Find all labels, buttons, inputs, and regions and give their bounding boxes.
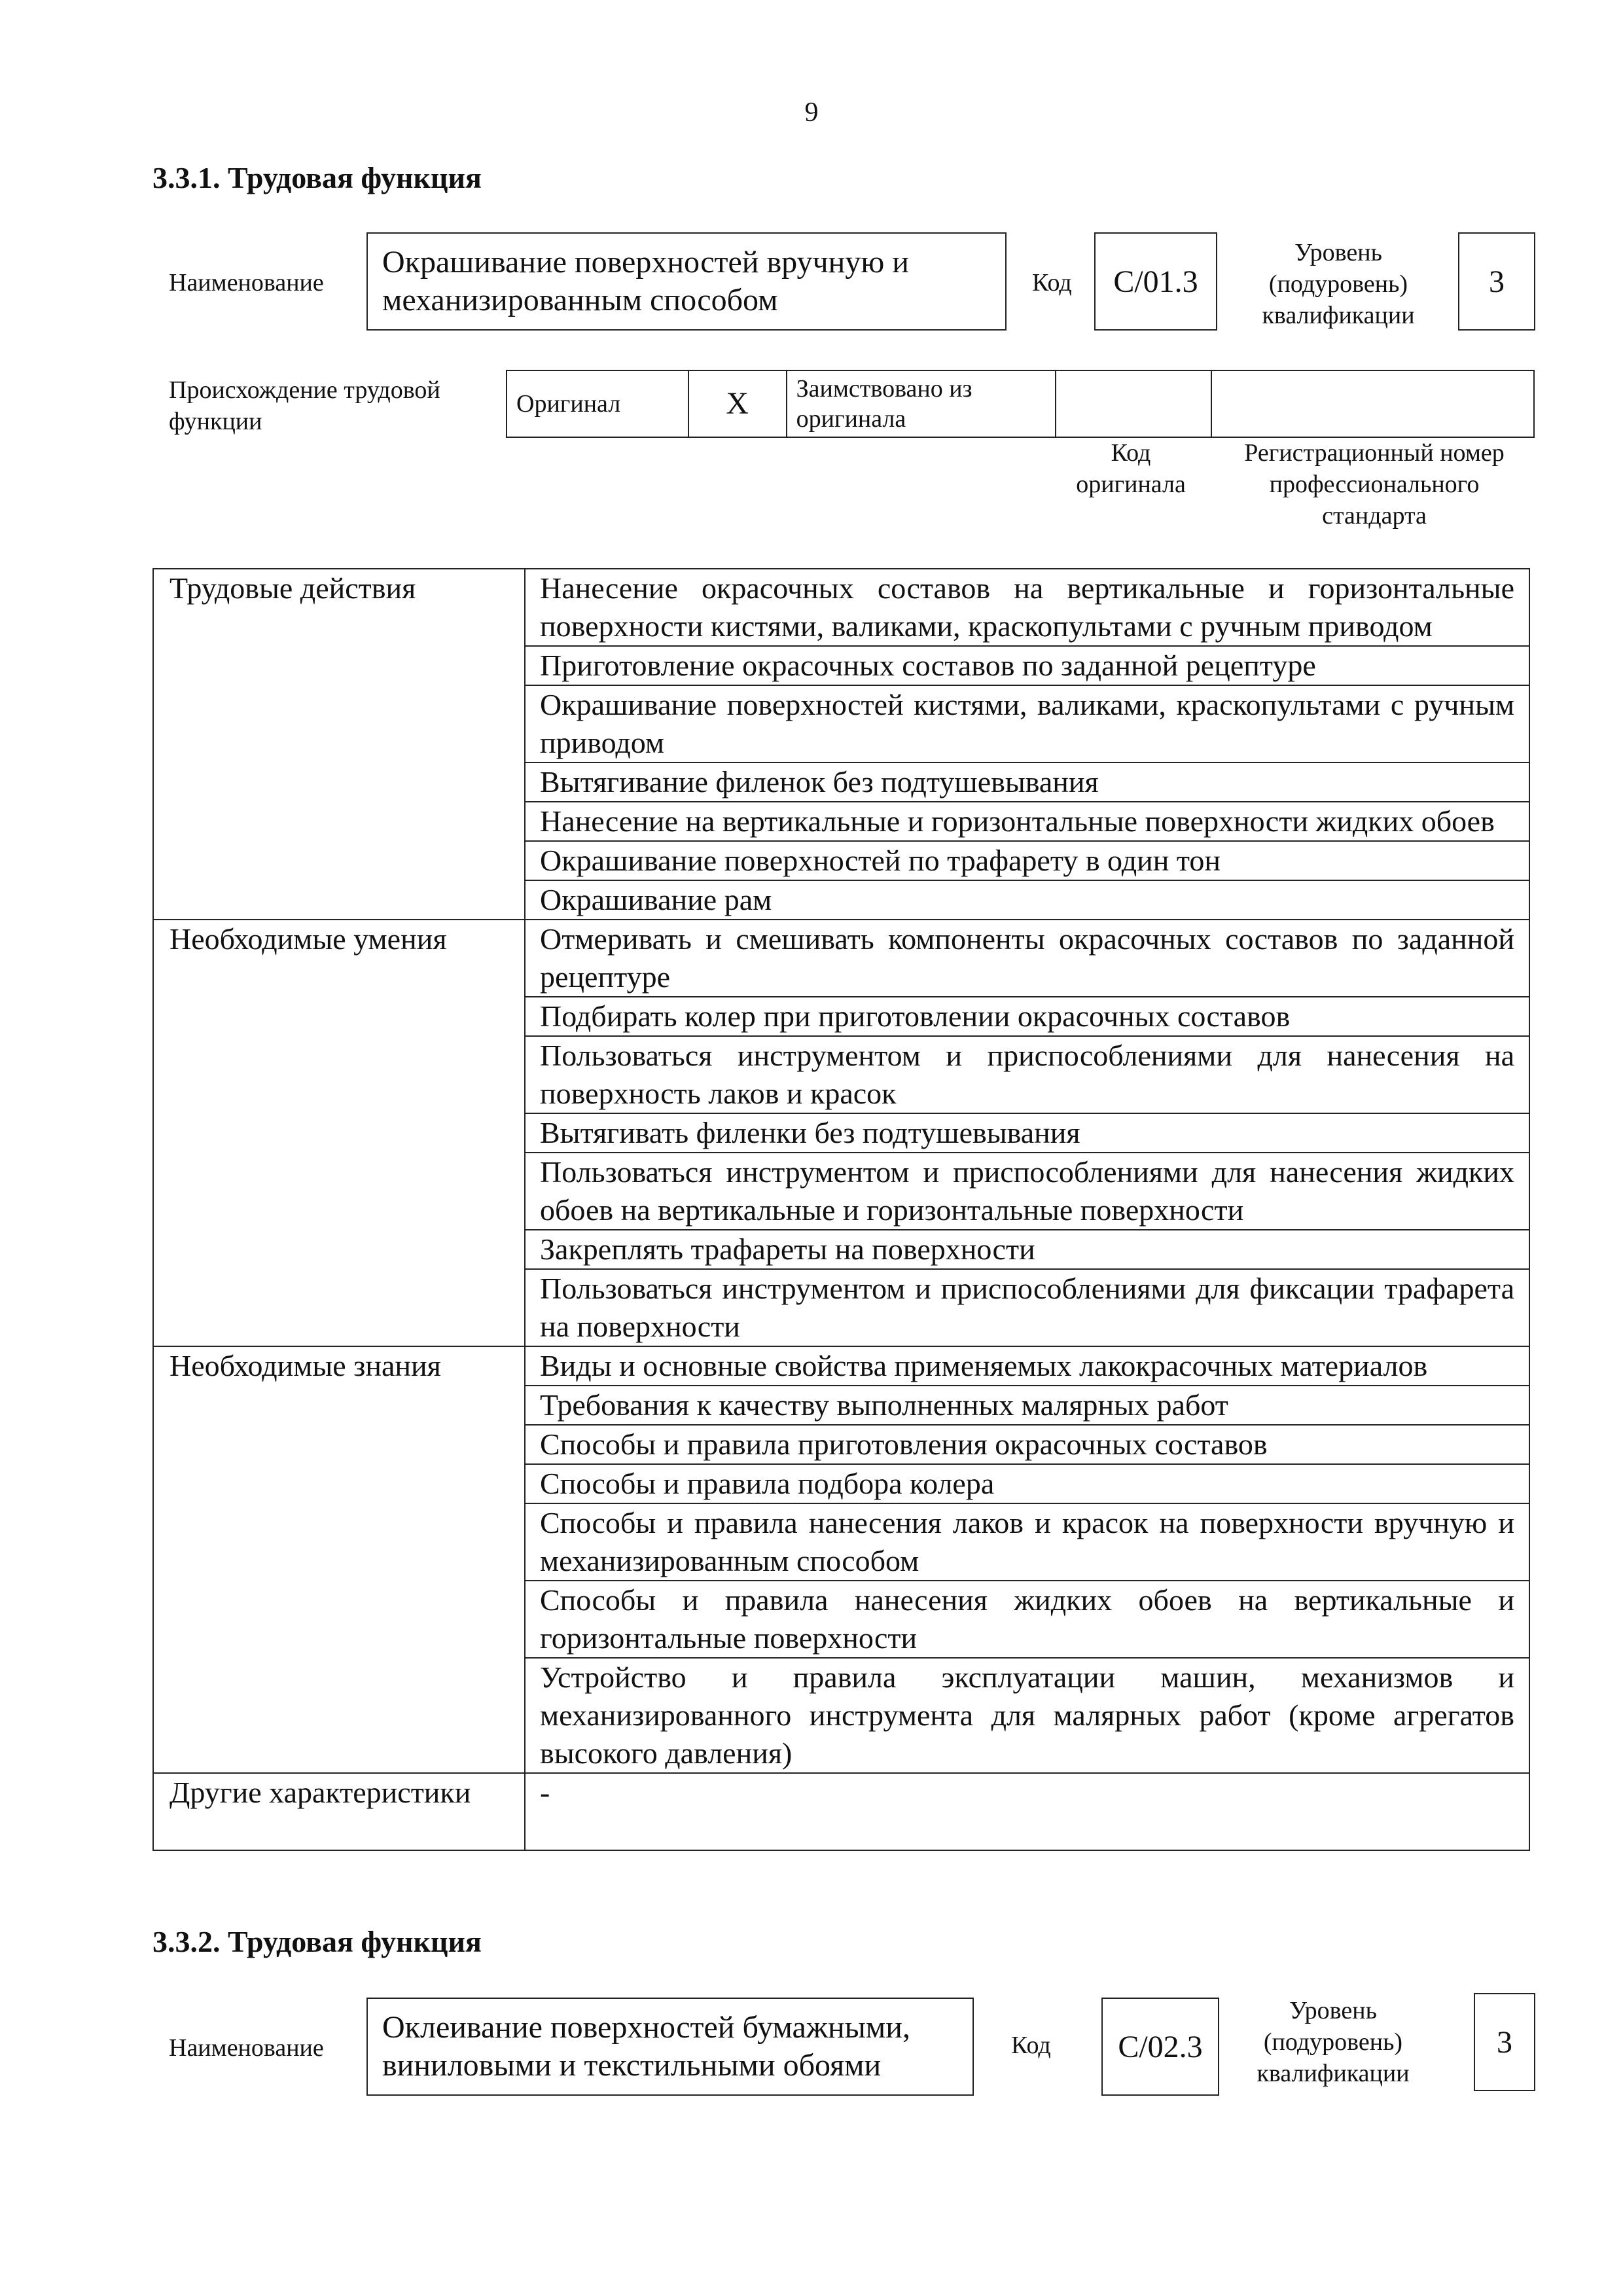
origin-table xyxy=(506,370,1535,438)
table-cell: Способы и правила нанесения жидких обоев на вертикальные и горизонтальные поверхности xyxy=(525,1581,1529,1658)
table-cell: Закреплять трафареты на поверхности xyxy=(525,1230,1529,1269)
level-value-1: 3 xyxy=(1489,264,1505,299)
table-cell: Пользоваться инструментом и приспособлениями для фиксации трафарета на поверхности xyxy=(525,1269,1529,1346)
section-title-2: 3.3.2. Трудовая функция xyxy=(152,1925,482,1958)
characteristics-table xyxy=(152,568,1530,1851)
table-cell: Пользоваться инструментом и приспособлениями для нанесения жидких обоев на вертикальные и горизонтальные поверхности xyxy=(525,1153,1529,1230)
table-row xyxy=(153,569,1529,646)
borrowed-label: Заимствовано из оригинала xyxy=(787,370,1056,437)
table-cell: Нанесение окрасочных составов на вертикальные и горизонтальные поверхности кистями, валиками, краскопультами с ручным приводом xyxy=(525,569,1529,646)
table-cell: Окрашивание поверхностей по трафарету в один тон xyxy=(525,841,1529,880)
table-cell: Вытягивать филенки без подтушевывания xyxy=(525,1113,1529,1153)
category-required-skills: Необходимые умения xyxy=(153,920,525,1346)
original-label: Оригинал xyxy=(507,370,688,437)
category-other-characteristics: Другие характеристики xyxy=(153,1773,525,1850)
level-label-2: Уровень (подуровень) квалификации xyxy=(1257,1997,1410,2087)
table-cell: Приготовление окрасочных составов по заданной рецептуре xyxy=(525,646,1529,685)
category-labor-actions: Трудовые действия xyxy=(153,569,525,920)
reg-number-cell xyxy=(1211,370,1534,437)
function-name-2: Оклеивание поверхностей бумажными, виниловыми и текстильными обоями xyxy=(382,2010,910,2083)
table-cell: Отмеривать и смешивать компоненты окрасочных составов по заданной рецептуре xyxy=(525,920,1529,997)
level-value-2: 3 xyxy=(1497,2024,1512,2060)
category-required-knowledge: Необходимые знания xyxy=(153,1346,525,1773)
table-row xyxy=(153,920,1529,997)
table-cell: Нанесение на вертикальные и горизонтальные поверхности жидких обоев xyxy=(525,802,1529,841)
page-number: 9 xyxy=(804,98,819,128)
code-original-cell xyxy=(1056,370,1211,437)
table-cell: Устройство и правила эксплуатации машин, механизмов и механизированного инструмента для малярных работ (кроме агрегатов высокого давления) xyxy=(525,1658,1529,1773)
origin-label: Происхождение трудовой функции xyxy=(169,376,440,435)
level-label-1: Уровень (подуровень) квалификации xyxy=(1262,239,1415,329)
code-label-1: Код xyxy=(1032,269,1072,296)
table-row xyxy=(153,1773,1529,1850)
level-box-2 xyxy=(1474,1993,1535,2091)
table-row xyxy=(153,1346,1529,1386)
table-cell: Требования к качеству выполненных малярных работ xyxy=(525,1386,1529,1425)
code-label-2: Код xyxy=(1011,2032,1051,2059)
name-label-2: Наименование xyxy=(169,2034,324,2062)
code-value-1: C/01.3 xyxy=(1113,264,1198,299)
name-label-1: Наименование xyxy=(169,269,324,296)
table-cell: Способы и правила приготовления окрасочных составов xyxy=(525,1425,1529,1464)
code-box-1 xyxy=(1094,232,1217,331)
table-cell: Окрашивание поверхностей кистями, валиками, краскопультами с ручным приводом xyxy=(525,685,1529,762)
function-name-box-2 xyxy=(366,1998,974,2096)
function-name-box-1 xyxy=(366,232,1007,331)
code-original-label: Код оригинала xyxy=(1076,439,1186,498)
table-cell: Окрашивание рам xyxy=(525,880,1529,920)
table-cell: Подбирать колер при приготовлении окрасочных составов xyxy=(525,997,1529,1036)
table-cell: Виды и основные свойства применяемых лакокрасочных материалов xyxy=(525,1346,1529,1386)
reg-number-label: Регистрационный номер профессионального стандарта xyxy=(1244,439,1505,529)
table-cell: - xyxy=(525,1773,1529,1850)
function-name-1: Окрашивание поверхностей вручную и механизированным способом xyxy=(382,245,909,317)
level-box-1 xyxy=(1458,232,1535,331)
table-cell: Способы и правила нанесения лаков и красок на поверхности вручную и механизированным способом xyxy=(525,1503,1529,1581)
code-value-2: C/02.3 xyxy=(1118,2029,1203,2064)
section-title-1: 3.3.1. Трудовая функция xyxy=(152,161,482,194)
table-cell: Пользоваться инструментом и приспособлениями для нанесения на поверхность лаков и красок xyxy=(525,1036,1529,1113)
table-cell: Способы и правила подбора колера xyxy=(525,1464,1529,1503)
original-mark: X xyxy=(688,370,787,437)
code-box-2 xyxy=(1101,1998,1219,2096)
table-cell: Вытягивание филенок без подтушевывания xyxy=(525,762,1529,802)
